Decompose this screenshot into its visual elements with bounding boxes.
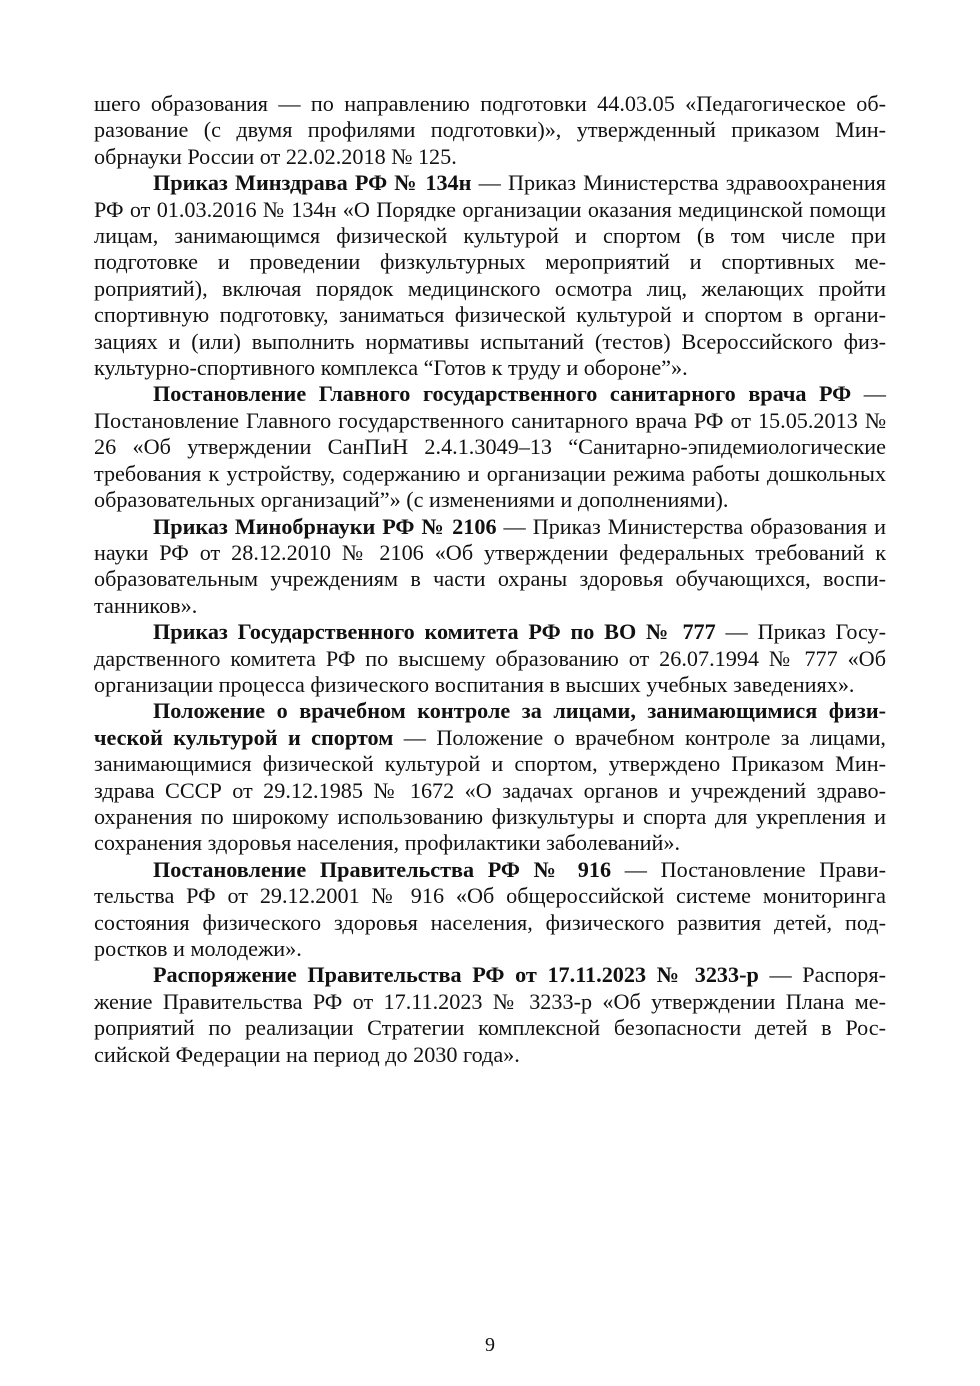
paragraph-sanitary-resolution [94, 381, 886, 513]
paragraph-text: — Положение о врачебном контроле за лицами, занимающимися физической культурой и спортом, утверждено Приказом Минздрава СССР от 29.12.1985 № 1672 «О задачах органов и учреждений здравоохранения по широкому использованию физкультуры и спорта для укрепления и сохранения здоровья населения, профилактики заболеваний». [94, 724, 886, 856]
paragraph-heading: Приказ Государственного комитета РФ по ВО № 777 [153, 619, 716, 645]
paragraph-text: — Распоряжение Правительства РФ от 17.11.2023 № 3233-р «Об утверждении Плана мероприятий по реализации Стратегии комплексной безопасности детей в Российской Федерации на период до 2030 года». [94, 962, 886, 1067]
paragraph-continuation [94, 91, 886, 170]
paragraph-text: шего образования — по направлению подготовки 44.03.05 «Педагогическое образование (с двумя профилями подготовки)», утвержденный приказом Минобрнауки России от 22.02.2018 № 125. [94, 91, 886, 169]
paragraph-text: — Приказ Министерства здравоохранения РФ от 01.03.2016 № 134н «О Порядке организации оказания медицинской помощи лицам, занимающимся физической культурой и спортом (в том числе при подготовке и проведении физкультурных мероприятий и спортивных мероприятий), включая порядок медицинского осмотра лиц, желающих пройти спортивную подготовку, заниматься физической культурой и спортом в организациях и (или) выполнить нормативы испытаний (тестов) Всероссийского физкультурно-спортивного комплекса “Готов к труду и обороне”». [94, 170, 886, 381]
page-number: 9 [485, 1334, 495, 1356]
paragraph-resolution-916 [94, 857, 886, 963]
paragraph-text: — Постановление Главного государственного санитарного врача РФ от 15.05.2013 № 26 «Об утверждении СанПиН 2.4.1.3049–13 “Санитарно-эпидемиологические требования к устройству, содержанию и организации режима работы дошкольных образовательных организаций”» (с изменениями и дополнениями). [94, 381, 886, 513]
paragraph-order-2106 [94, 514, 886, 620]
paragraph-text: — Постановление Правительства РФ от 29.12.2001 № 916 «Об общероссийской системе мониторинга состояния физического здоровья населения, физического развития детей, подростков и молодежи». [94, 856, 886, 961]
paragraph-text: — Приказ Министерства образования и науки РФ от 28.12.2010 № 2106 «Об утверждении федеральных требований к образовательным учреждениям в части охраны здоровья обучающихся, воспитанников». [94, 513, 886, 618]
paragraph-heading: Постановление Правительства РФ № 916 [153, 856, 612, 882]
paragraph-medical-control [94, 698, 886, 856]
paragraph-heading: Приказ Минздрава РФ № 134н [153, 170, 472, 196]
paragraph-order-3233r [94, 962, 886, 1068]
paragraph-heading: Постановление Главного государственного санитарного врача РФ [153, 381, 852, 407]
paragraph-heading: Распоряжение Правительства РФ от 17.11.2023 № 3233-р [153, 962, 759, 988]
paragraph-order-134n [94, 170, 886, 381]
paragraph-text: — Приказ Государственного комитета РФ по высшему образованию от 26.07.1994 № 777 «Об организации процесса физического воспитания в высших учебных заведениях». [94, 619, 887, 697]
paragraph-order-777 [94, 619, 886, 698]
paragraph-heading: Положение о врачебном контроле за лицами, занимающимися физической культурой и спортом [94, 698, 886, 750]
document-body [94, 91, 886, 1068]
paragraph-heading: Приказ Минобрнауки РФ № 2106 [153, 513, 497, 539]
